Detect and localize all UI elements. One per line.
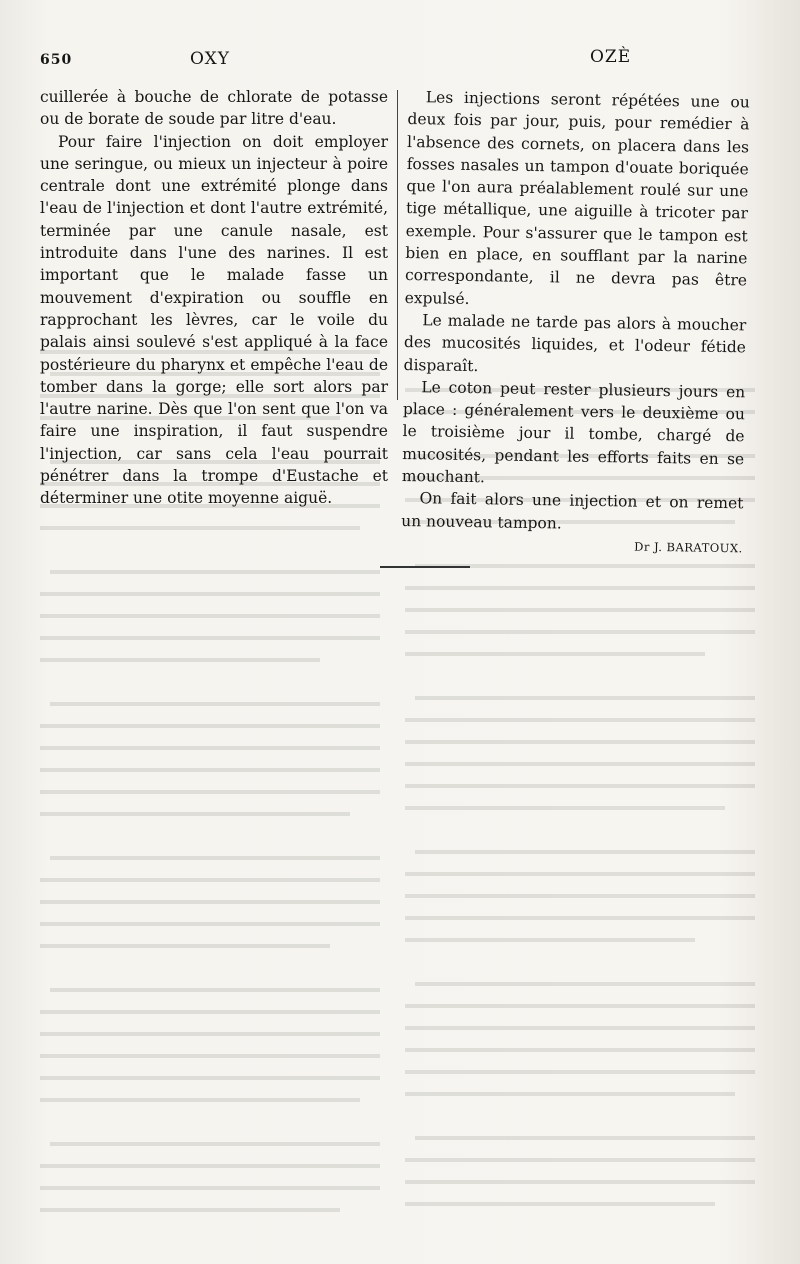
paragraph: cuillerée à bouche de chlorate de potasse ou de borate de soude par litre d'eau. bbox=[40, 88, 388, 129]
paragraph: Le coton peut rester plusieurs jours en place : généralement vers le deuxième ou le troisième jour il tombe, chargé de mucosités, pendant les efforts faits en se mouchant. bbox=[401, 378, 746, 487]
page-number: 650 bbox=[40, 52, 73, 68]
running-head-left: OXY bbox=[190, 49, 230, 69]
paragraph: Pour faire l'injection on doit employer une seringue, ou mieux un injecteur à poire centrale dont une extrémité plonge dans l'eau de l'injection et dont l'autre extrémité, terminée par une canule nasale, est introduite dans l'une des narines. Il est important que le malade fasse un mouvement d'expiration ou souffle en rapprochant les lèvres, car le voile du palais ainsi soulevé s'est appliqué à la face postérieure du pharynx et empêche l'eau de tomber dans la gorge; elle sort alors par l'autre narine. Dès que l'on sent que l'on va faire une inspiration, il faut suspendre l'injection, car sans cela l'eau pourrait pénétrer dans la trompe d'Eustache et déterminer une otite moyenne aiguë. bbox=[40, 132, 388, 508]
paragraph: Les injections seront répétées une ou deux fois par jour, puis, pour remédier à l'absence des cornets, on placera dans les fosses nasales un tampon d'ouate boriquée que l'on aura préalablement roulé sur une tige métallique, une aiguille à tricoter par exemple. Pour s'assurer que le tampon est bien en place, en soufflant par la narine correspondante, il ne devra pas être expulsé. bbox=[404, 88, 750, 308]
column-divider bbox=[397, 90, 398, 400]
paragraph: On fait alors une injection et on remet un nouveau tampon. bbox=[401, 489, 744, 533]
author-signature: Dr J. BARATOUX. bbox=[634, 539, 743, 556]
running-head-right: OZÈ bbox=[590, 47, 632, 67]
end-of-article-rule bbox=[380, 566, 470, 568]
right-column bbox=[401, 86, 750, 560]
left-column bbox=[40, 86, 388, 510]
page-header bbox=[40, 44, 755, 74]
paragraph: Le malade ne tarde pas alors à moucher des mucosités liquides, et l'odeur fétide disparaît. bbox=[403, 311, 747, 375]
